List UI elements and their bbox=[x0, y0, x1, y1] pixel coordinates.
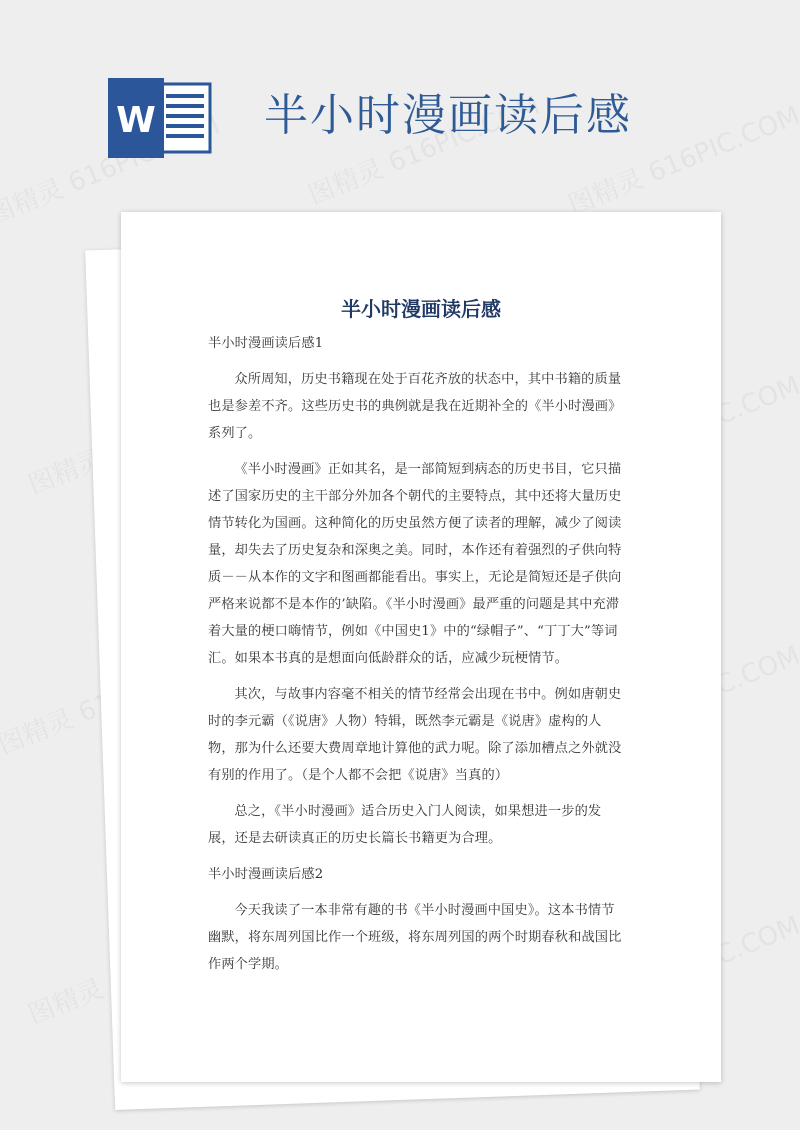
svg-text:W: W bbox=[116, 100, 156, 141]
paragraph: 众所周知，历史书籍现在处于百花齐放的状态中，其中书籍的质量也是参差不齐。这些历史书的典例就是我在近期补全的《半小时漫画》系列了。 bbox=[208, 372, 622, 441]
paragraph: 其次，与故事内容毫不相关的情节经常会出现在书中。例如唐朝史时的李元霸（《说唐》人物）特辑，既然李元霸是《说唐》虚构的人物，那为什么还要大费周章地计算他的武力呢。除了添加槽点之外就没有别的作用了。（是个人都不会把《说唐》当真的） bbox=[208, 687, 622, 783]
section-heading-2: 半小时漫画读后感2 bbox=[208, 867, 324, 882]
paragraph: 《半小时漫画》正如其名，是一部简短到病态的历史书目，它只描述了国家历史的主干部分外加各个朝代的主要特点，其中还将大量历史情节转化为国画。这种简化的历史虽然方便了读者的理解，减少了阅读量，却失去了历史复杂和深奥之美。同时，本作还有着强烈的孑供向特质－－从本作的文字和图画都能看出。事实上，无论是简短还是孑供向严格来说都不是本作的’缺陷。《半小时漫画》最严重的问题是其中充滞着大量的梗口嗨情节，例如《中国史1》中的“绿帽子”、“丁丁大”等词汇。如果本书真的是想面向低龄群众的话，应减少玩梗情节。 bbox=[208, 462, 622, 666]
page-header-title: 半小时漫画读后感 bbox=[264, 90, 632, 141]
document-body bbox=[208, 330, 623, 978]
paragraph: 今天我读了一本非常有趣的书《半小时漫画中国史》。这本书情节幽默，将东周列国比作一个班级，将东周列国的两个时期春秋和战国比作两个学期。 bbox=[208, 903, 622, 972]
document-title: 半小时漫画读后感 bbox=[341, 297, 501, 321]
document-page bbox=[121, 212, 721, 1082]
word-logo-icon bbox=[108, 78, 214, 158]
paragraph: 总之，《半小时漫画》适合历史入门人阅读，如果想进一步的发展，还是去研读真正的历史长篇长书籍更为合理。 bbox=[208, 804, 602, 846]
section-heading-1: 半小时漫画读后感1 bbox=[208, 336, 324, 351]
